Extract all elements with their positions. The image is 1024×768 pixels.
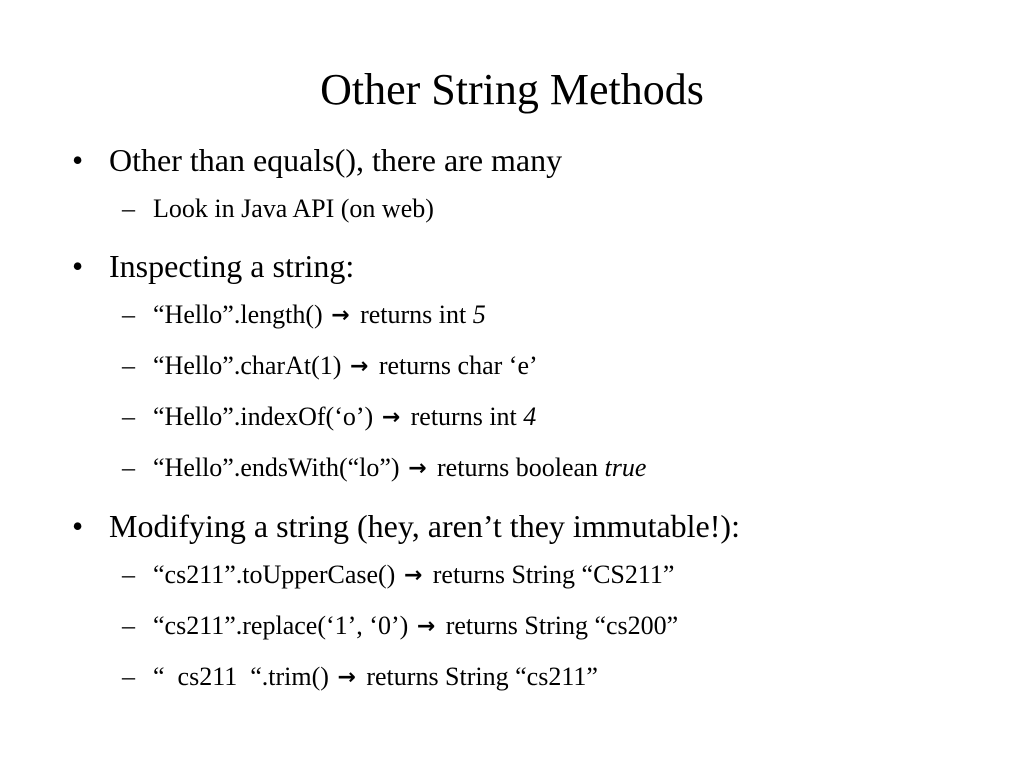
code-expression: “Hello”.indexOf(‘o’) <box>153 402 374 431</box>
code-expression: “cs211”.toUpperCase() <box>153 560 396 589</box>
right-arrow-icon: → <box>403 563 423 588</box>
right-arrow-icon: → <box>408 456 427 481</box>
dash-icon: – <box>122 402 135 431</box>
sub-item <box>72 609 992 644</box>
return-value: true <box>604 453 647 482</box>
bullet-text: Modifying a string (hey, aren’t they immutable!): <box>109 508 740 544</box>
dash-icon: – <box>122 662 135 691</box>
dash-icon: – <box>122 351 135 380</box>
sub-item <box>72 451 992 486</box>
slide-body <box>72 130 992 695</box>
dash-icon: – <box>122 453 135 482</box>
code-expression: “cs211”.replace(‘1’, ‘0’) <box>153 611 409 640</box>
sub-item <box>72 558 992 593</box>
return-description: returns String “cs200” <box>445 611 679 640</box>
bullet-item <box>72 138 992 182</box>
right-arrow-icon: → <box>381 405 401 430</box>
bullet-item <box>72 504 992 548</box>
sub-text: Look in Java API (on web) <box>153 194 434 223</box>
sub-item <box>72 349 992 384</box>
sub-item <box>72 192 992 226</box>
bullet-text: Other than equals(), there are many <box>109 142 563 178</box>
sub-item <box>72 298 992 333</box>
slide-title: Other String Methods <box>320 65 704 114</box>
bullet-text: Inspecting a string: <box>109 248 355 284</box>
return-value: 5 <box>472 300 486 329</box>
sub-item <box>72 660 992 695</box>
return-description: returns boolean <box>437 453 605 482</box>
right-arrow-icon: → <box>337 665 356 690</box>
sub-item <box>72 400 992 435</box>
return-value: 4 <box>523 402 537 431</box>
dash-icon: – <box>122 194 135 223</box>
right-arrow-icon: → <box>349 354 369 379</box>
code-expression: “Hello”.length() <box>153 300 323 329</box>
dash-icon: – <box>122 560 135 589</box>
code-expression: “Hello”.charAt(1) <box>153 351 342 380</box>
dash-icon: – <box>122 300 135 329</box>
return-description: returns char ‘e’ <box>378 351 538 380</box>
dash-icon: – <box>122 611 135 640</box>
return-description: returns int <box>360 300 473 329</box>
bullet-dot-icon: • <box>72 248 84 284</box>
bullet-dot-icon: • <box>72 142 84 178</box>
return-description: returns String “cs211” <box>366 662 598 691</box>
bullet-dot-icon: • <box>72 508 84 544</box>
right-arrow-icon: → <box>331 303 350 328</box>
bullet-item <box>72 244 992 288</box>
code-expression: “ cs211 “.trim() <box>153 662 329 691</box>
code-expression: “Hello”.endsWith(“lo”) <box>153 453 400 482</box>
return-description: returns int <box>410 402 524 431</box>
return-description: returns String “CS211” <box>432 560 675 589</box>
right-arrow-icon: → <box>416 614 436 639</box>
